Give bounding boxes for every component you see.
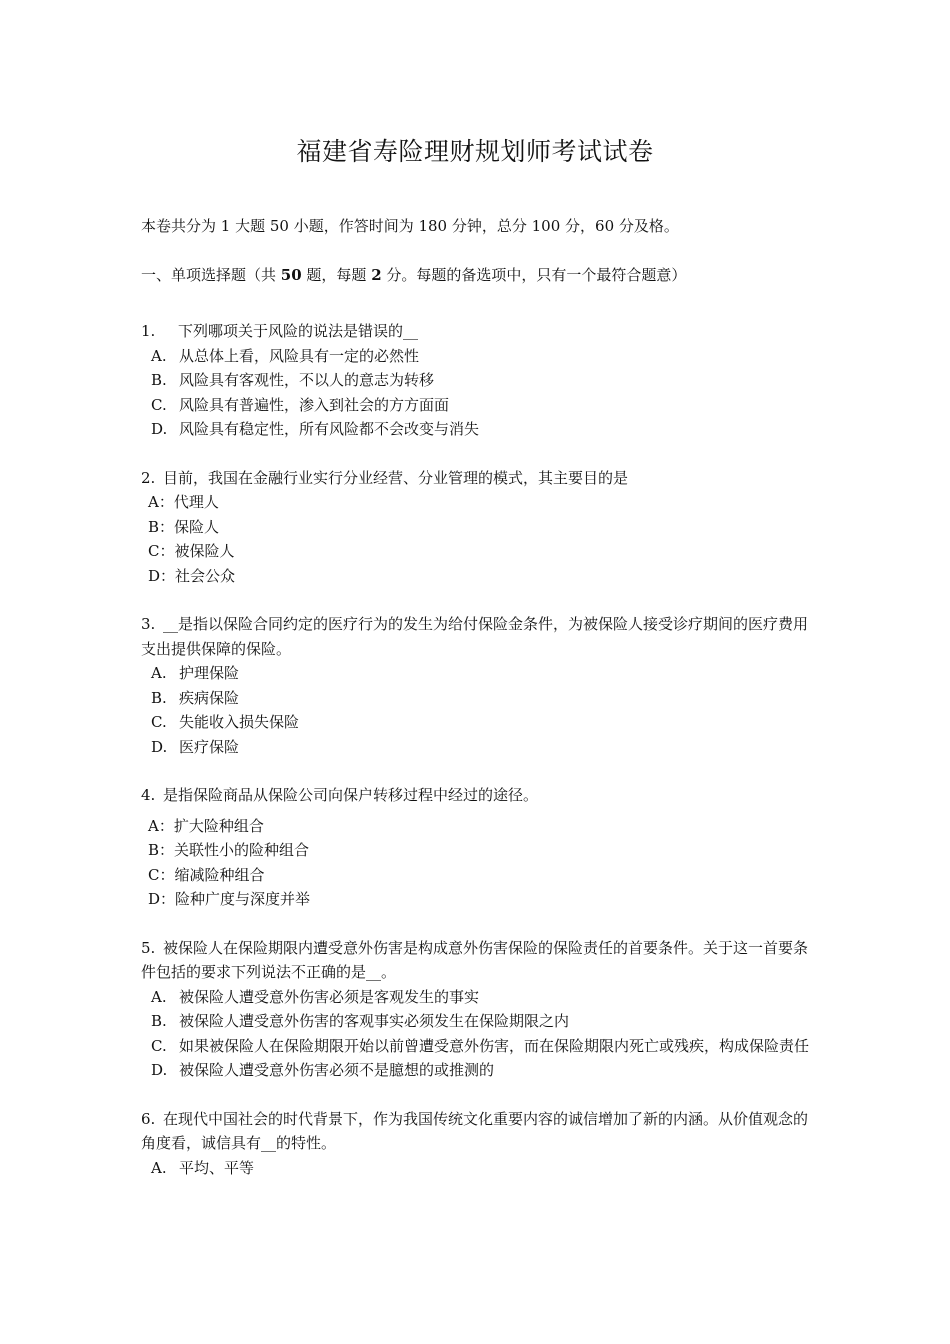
option-text: 被保险人遭受意外伤害必须不是臆想的或推测的 [179, 1061, 495, 1079]
option-text: 代理人 [173, 493, 219, 511]
option-label: C： [148, 542, 175, 560]
option-text: 险种广度与深度并举 [175, 890, 311, 908]
option-text: 风险具有稳定性，所有风险都不会改变与消失 [179, 420, 480, 438]
question-text [141, 466, 811, 491]
option-d [141, 735, 811, 760]
option-text: 医疗保险 [179, 737, 240, 756]
question-1 [141, 319, 811, 442]
option-label: C： [148, 865, 175, 884]
question-6 [141, 1107, 811, 1181]
question-stem: 被保险人在保险期限内遭受意外伤害是构成意外伤害保险的保险责任的首要条件。关于这一首要条件包括的要求下列说法不正确的是__。 [141, 938, 809, 981]
question-stem: 是指保险商品从保险公司向保户转移过程中经过的途径。 [163, 786, 539, 804]
section-middle: 题，每题 [301, 265, 372, 284]
option-text: 缩减险种组合 [174, 865, 265, 884]
option-b [141, 686, 811, 711]
question-text [141, 936, 811, 985]
question-stem: 在现代中国社会的时代背景下，作为我国传统文化重要内容的诚信增加了新的内涵。从价值观念的角度看，诚信具有__的特性。 [141, 1109, 809, 1152]
question-number: 5. [141, 938, 156, 957]
option-label: D. [151, 737, 168, 756]
option-text: 风险具有客观性，不以人的意志为转移 [179, 371, 435, 389]
document-body [141, 214, 811, 1180]
section-heading [141, 263, 811, 288]
option-text: 被保险人 [174, 542, 235, 560]
option-text: 护理保险 [179, 664, 240, 682]
option-label: A： [148, 816, 174, 835]
question-text [141, 1107, 811, 1156]
option-text: 扩大险种组合 [173, 816, 264, 835]
option-label: B. [151, 1012, 167, 1030]
option-label: D. [151, 420, 168, 438]
option-label: B. [151, 688, 167, 707]
option-label: B. [151, 371, 167, 389]
option-text: 风险具有普遍性，渗入到社会的方方面面 [179, 395, 450, 414]
question-text [141, 783, 811, 808]
option-a [141, 344, 811, 369]
option-text: 被保险人遭受意外伤害的客观事实必须发生在保险期限之内 [179, 1012, 570, 1030]
question-text [141, 612, 811, 661]
option-label: C. [151, 713, 167, 731]
option-label: B： [148, 841, 175, 859]
option-label: A. [151, 664, 167, 682]
option-label: A. [151, 1158, 167, 1177]
question-3 [141, 612, 811, 759]
document-title: 福建省寿险理财规划师考试试卷 [296, 137, 654, 166]
option-a [141, 985, 811, 1010]
option-b [141, 1009, 811, 1034]
option-d [141, 1058, 811, 1083]
question-number: 4. [141, 786, 156, 804]
option-label: B： [148, 517, 175, 536]
option-text: 被保险人遭受意外伤害必须是客观发生的事实 [179, 987, 480, 1006]
option-label: D. [151, 1061, 168, 1079]
option-a [141, 490, 811, 515]
exam-intro: 本卷共分为 1 大题 50 小题，作答时间为 180 分钟，总分 100 分，60 分及格。 [141, 217, 679, 235]
option-d [141, 887, 811, 912]
option-label: C. [151, 1036, 167, 1055]
section-suffix: 分。每题的备选项中，只有一个最符合题意） [381, 265, 687, 284]
option-text: 如果被保险人在保险期限开始以前曾遭受意外伤害，而在保险期限内死亡或残疾，构成保险责任 [179, 1036, 810, 1055]
option-text: 关联性小的险种组合 [174, 841, 310, 859]
question-number: 6. [141, 1109, 156, 1128]
option-c [141, 1034, 811, 1059]
option-label: C. [151, 395, 167, 414]
option-c [141, 393, 811, 418]
question-2 [141, 466, 811, 589]
option-c [141, 863, 811, 888]
option-label: A. [151, 987, 167, 1006]
option-c [141, 539, 811, 564]
option-text: 平均、平等 [179, 1158, 255, 1177]
option-b [141, 838, 811, 863]
option-a [141, 814, 811, 839]
option-text: 保险人 [174, 517, 220, 536]
option-text: 社会公众 [175, 566, 236, 585]
question-stem: 下列哪项关于风险的说法是错误的__ [178, 322, 419, 340]
option-label: A： [148, 493, 174, 511]
option-a [141, 661, 811, 686]
option-text: 从总体上看，风险具有一定的必然性 [179, 346, 420, 365]
option-label: D： [148, 566, 176, 585]
option-text: 失能收入损失保险 [179, 713, 300, 731]
question-number: 2. [141, 468, 156, 487]
option-d [141, 564, 811, 589]
option-label: D： [148, 890, 176, 908]
option-a [141, 1156, 811, 1181]
option-b [141, 515, 811, 540]
option-label: A. [151, 346, 167, 365]
question-5 [141, 936, 811, 1083]
option-b [141, 368, 811, 393]
question-text [141, 319, 811, 344]
question-number: 1. [141, 322, 156, 340]
question-stem: 目前，我国在金融行业实行分业经营、分业管理的模式，其主要目的是 [163, 468, 629, 487]
section-prefix: 一、单项选择题（共 [141, 265, 281, 284]
question-number: 3. [141, 615, 156, 633]
option-d [141, 417, 811, 442]
question-4 [141, 783, 811, 912]
option-c [141, 710, 811, 735]
question-stem: __是指以保险合同约定的医疗行为的发生为给付保险金条件，为被保险人接受诊疗期间的医疗费用支出提供保障的保险。 [141, 615, 809, 658]
section-points: 2 [371, 265, 382, 284]
option-text: 疾病保险 [179, 688, 240, 707]
section-count: 50 [280, 265, 302, 284]
